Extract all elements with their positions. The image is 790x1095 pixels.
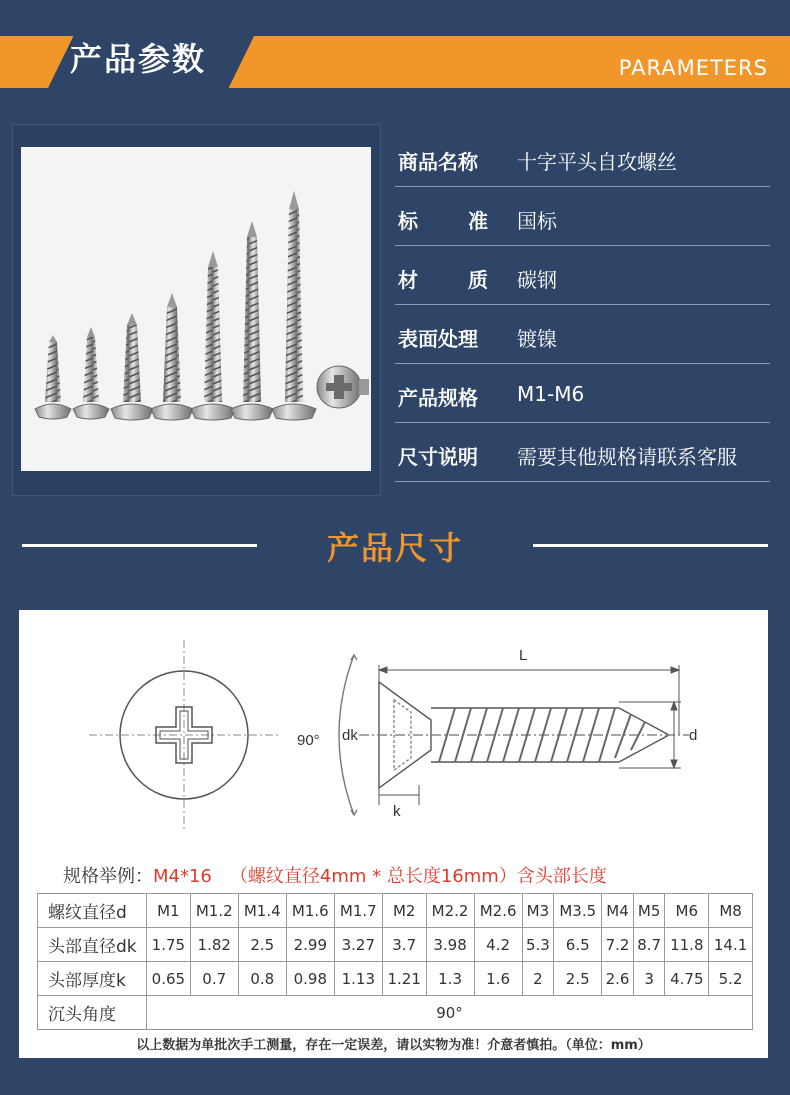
spec-row-name — [395, 128, 770, 187]
product-photo-panel — [12, 124, 381, 496]
spec-value: 十字平头自攻螺丝 — [517, 150, 677, 174]
technical-drawing — [19, 610, 768, 860]
table-cell: M3.5 — [554, 894, 602, 928]
head-thickness-label: k — [393, 803, 401, 820]
spec-row-note — [395, 423, 770, 482]
table-row — [38, 962, 753, 996]
screw-5 — [191, 251, 235, 420]
page-title: 产品参数 — [70, 40, 207, 78]
page-subtitle: PARAMETERS — [618, 56, 768, 80]
screw-4 — [151, 293, 193, 420]
table-row — [38, 894, 753, 928]
table-cell: 1.75 — [147, 928, 191, 962]
table-cell: 90° — [147, 996, 753, 1030]
table-cell: 5.2 — [709, 962, 753, 996]
table-cell: 0.8 — [238, 962, 286, 996]
spec-row-material — [395, 246, 770, 305]
spec-value: 需要其他规格请联系客服 — [517, 445, 737, 469]
head-top-view — [89, 640, 279, 830]
table-cell: 2 — [522, 962, 554, 996]
screw-head-view — [317, 366, 369, 408]
table-cell: 0.98 — [286, 962, 334, 996]
screw-6 — [231, 221, 273, 420]
spec-label: 表面处理 — [398, 327, 478, 351]
table-cell: 8.7 — [633, 928, 665, 962]
table-cell: 3.7 — [382, 928, 426, 962]
table-cell: 4.2 — [474, 928, 522, 962]
spec-label: 商品名称 — [398, 150, 478, 174]
head-diameter-label: dk — [342, 727, 358, 744]
dimension-card — [19, 610, 768, 1058]
example-prefix: 规格举例： — [63, 866, 153, 887]
screw-3 — [111, 313, 153, 420]
table-cell: M6 — [665, 894, 709, 928]
spec-value: 碳钢 — [517, 268, 557, 292]
table-cell: M8 — [709, 894, 753, 928]
spec-value: M1-M6 — [517, 382, 585, 406]
table-cell: 0.65 — [147, 962, 191, 996]
screw-side-view — [339, 655, 689, 815]
spec-row-finish — [395, 305, 770, 364]
screw-1 — [35, 335, 71, 419]
table-cell: M3 — [522, 894, 554, 928]
screw-7 — [272, 191, 316, 420]
spec-label: 产品规格 — [398, 386, 478, 410]
example-detail: （螺纹直径4mm * 总长度16mm）含头部长度 — [229, 866, 607, 887]
example-spec: M4*16 — [153, 866, 212, 887]
screw-2 — [73, 327, 109, 419]
table-cell: 1.82 — [190, 928, 238, 962]
table-cell: M2 — [382, 894, 426, 928]
table-row — [38, 928, 753, 962]
table-cell: 1.13 — [334, 962, 382, 996]
section-title: 产品尺寸 — [326, 529, 463, 567]
row-header: 头部厚度k — [38, 962, 147, 996]
table-cell: 2.5 — [554, 962, 602, 996]
spec-row-standard — [395, 187, 770, 246]
table-cell: 7.2 — [602, 928, 634, 962]
table-cell: 2.5 — [238, 928, 286, 962]
spec-label: 标 准 — [398, 209, 488, 233]
table-cell: 6.5 — [554, 928, 602, 962]
spec-value: 镀镍 — [517, 327, 557, 351]
table-cell: 4.75 — [665, 962, 709, 996]
spec-label: 材 质 — [398, 268, 488, 292]
table-cell: 2.99 — [286, 928, 334, 962]
row-header: 头部直径dk — [38, 928, 147, 962]
angle-label: 90° — [297, 732, 320, 749]
table-cell: 1.6 — [474, 962, 522, 996]
spec-list — [395, 128, 770, 482]
spec-example — [63, 862, 607, 888]
row-header: 沉头角度 — [38, 996, 147, 1030]
table-cell: 5.3 — [522, 928, 554, 962]
table-cell: M1.4 — [238, 894, 286, 928]
row-header: 螺纹直径d — [38, 894, 147, 928]
table-cell: M2.6 — [474, 894, 522, 928]
thread-diameter-label: d — [689, 727, 698, 744]
table-cell: M1.7 — [334, 894, 382, 928]
product-photo — [21, 147, 371, 471]
table-cell: 2.6 — [602, 962, 634, 996]
length-label: L — [519, 647, 528, 664]
table-cell: 0.7 — [190, 962, 238, 996]
table-cell: M1.6 — [286, 894, 334, 928]
table-cell: 3.27 — [334, 928, 382, 962]
table-cell: M1.2 — [190, 894, 238, 928]
spec-value: 国标 — [517, 209, 557, 233]
measurement-note: 以上数据为单批次手工测量，存在一定误差，请以实物为准！介意者慎拍。（单位：mm） — [136, 1038, 651, 1053]
table-cell: M2.2 — [426, 894, 474, 928]
table-cell: M4 — [602, 894, 634, 928]
spec-row-size — [395, 364, 770, 423]
table-cell: M5 — [633, 894, 665, 928]
table-cell: 14.1 — [709, 928, 753, 962]
table-cell: 11.8 — [665, 928, 709, 962]
table-cell: 1.3 — [426, 962, 474, 996]
table-cell: 1.21 — [382, 962, 426, 996]
spec-label: 尺寸说明 — [398, 445, 478, 469]
dimension-table — [37, 893, 753, 1030]
table-cell: 3.98 — [426, 928, 474, 962]
table-cell: M1 — [147, 894, 191, 928]
table-row — [38, 996, 753, 1030]
table-cell: 3 — [633, 962, 665, 996]
